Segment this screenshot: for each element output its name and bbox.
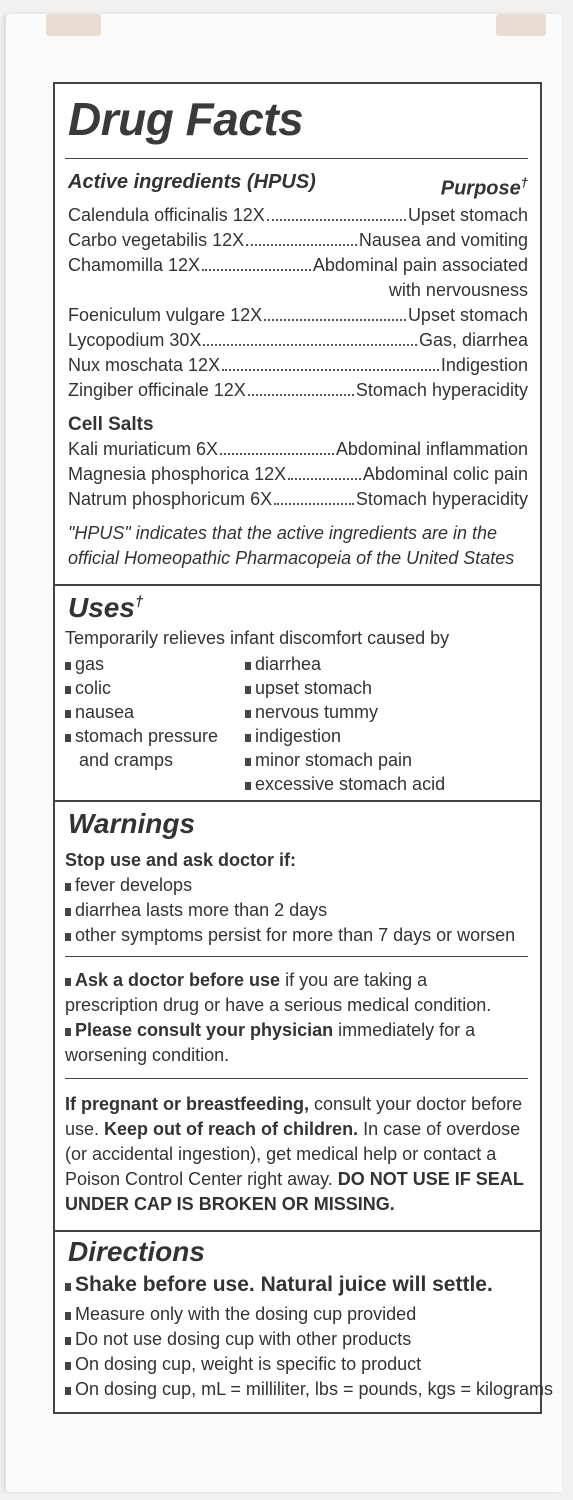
ingredient-row: Zingiber officinale 12X Stomach hyperacidity xyxy=(68,380,528,400)
cell-salt-row: Kali muriaticum 6X Abdominal inflammation xyxy=(68,439,528,459)
hpus-note-line-2: official Homeopathic Pharmacopeia of the United States xyxy=(68,548,515,568)
list-item: nervous tummy xyxy=(245,700,445,724)
list-item: minor stomach pain xyxy=(245,748,445,772)
cell-salt-row: Natrum phosphoricum 6X Stomach hyperacidity xyxy=(68,489,528,509)
list-item: upset stomach xyxy=(245,676,445,700)
warnings-title: Warnings xyxy=(68,808,196,839)
purpose-label: Purpose† xyxy=(440,175,528,200)
stop-use-heading: Stop use and ask doctor if: xyxy=(65,850,297,870)
list-item: nausea xyxy=(65,700,218,724)
list-item: stomach pressure xyxy=(65,724,218,748)
drug-facts-title: Drug Facts xyxy=(68,93,304,145)
active-ingredients-header xyxy=(68,170,528,202)
box-flap-tab-left xyxy=(46,14,101,36)
uses-list-right xyxy=(245,652,445,796)
ingredient-row: Calendula officinalis 12X Upset stomach xyxy=(68,205,528,225)
ingredient-row: Foeniculum vulgare 12X Upset stomach xyxy=(68,305,528,325)
ingredient-row: Lycopodium 30X Gas, diarrhea xyxy=(68,330,528,350)
ingredient-row: Carbo vegetabilis 12X Nausea and vomiting xyxy=(68,230,528,250)
directions-lead: Shake before use. Natural juice will settle. xyxy=(65,1272,530,1297)
list-item: Measure only with the dosing cup provided xyxy=(65,1302,530,1327)
uses-title: Uses† xyxy=(68,592,144,623)
warnings-rule xyxy=(65,1078,528,1079)
section-divider xyxy=(55,584,540,586)
list-item: On dosing cup, weight is specific to product xyxy=(65,1352,530,1377)
overdose-line: (or accidental ingestion), get medical help or contact a xyxy=(65,1144,497,1164)
ingredient-row: Chamomilla 12X Abdominal pain associated xyxy=(68,255,528,275)
ingredient-row-continued: with nervousness xyxy=(388,280,528,300)
list-item: diarrhea xyxy=(245,652,445,676)
ask-doctor-line: Ask a doctor before use if you are taking a xyxy=(65,968,530,993)
consult-physician-line: Please consult your physician immediately for a xyxy=(65,1018,530,1043)
list-item-continued: and cramps xyxy=(79,750,174,770)
active-ingredients-label: Active ingredients (HPUS) xyxy=(68,171,316,193)
uses-list-left xyxy=(65,652,218,772)
consult-physician-line-2: worsening condition. xyxy=(65,1045,230,1065)
cell-salts-heading: Cell Salts xyxy=(68,414,154,435)
title-rule xyxy=(65,158,528,159)
list-item: colic xyxy=(65,676,218,700)
list-item: other symptoms persist for more than 7 days or worsen xyxy=(65,923,530,948)
directions-title: Directions xyxy=(68,1236,205,1267)
cell-salt-row: Magnesia phosphorica 12X Abdominal colic pain xyxy=(68,464,528,484)
section-divider xyxy=(55,800,540,802)
poison-control-line: Poison Control Center right away. DO NOT USE IF SEAL xyxy=(65,1169,524,1189)
list-item: Do not use dosing cup with other products xyxy=(65,1327,530,1352)
list-item: excessive stomach acid xyxy=(245,772,445,796)
ingredient-row: Nux moschata 12X Indigestion xyxy=(68,355,528,375)
list-item: indigestion xyxy=(245,724,445,748)
seal-warning-line: UNDER CAP IS BROKEN OR MISSING. xyxy=(65,1194,395,1214)
drug-facts-panel xyxy=(53,82,554,1414)
uses-intro: Temporarily relieves infant discomfort caused by xyxy=(65,628,450,648)
pregnancy-line: If pregnant or breastfeeding, consult your doctor before xyxy=(65,1094,523,1114)
warnings-rule xyxy=(65,956,528,957)
box-flap-tab-right xyxy=(496,14,546,36)
keep-out-line: use. Keep out of reach of children. In case of overdose xyxy=(65,1119,521,1139)
list-item: fever develops xyxy=(65,873,530,898)
hpus-note-line-1: "HPUS" indicates that the active ingredients are in the xyxy=(68,523,498,543)
section-divider xyxy=(55,1230,540,1232)
list-item: gas xyxy=(65,652,218,676)
ask-doctor-line-2: prescription drug or have a serious medical condition. xyxy=(65,995,492,1015)
list-item: diarrhea lasts more than 2 days xyxy=(65,898,530,923)
list-item: On dosing cup, mL = milliliter, lbs = pounds, kgs = kilograms xyxy=(65,1377,530,1402)
